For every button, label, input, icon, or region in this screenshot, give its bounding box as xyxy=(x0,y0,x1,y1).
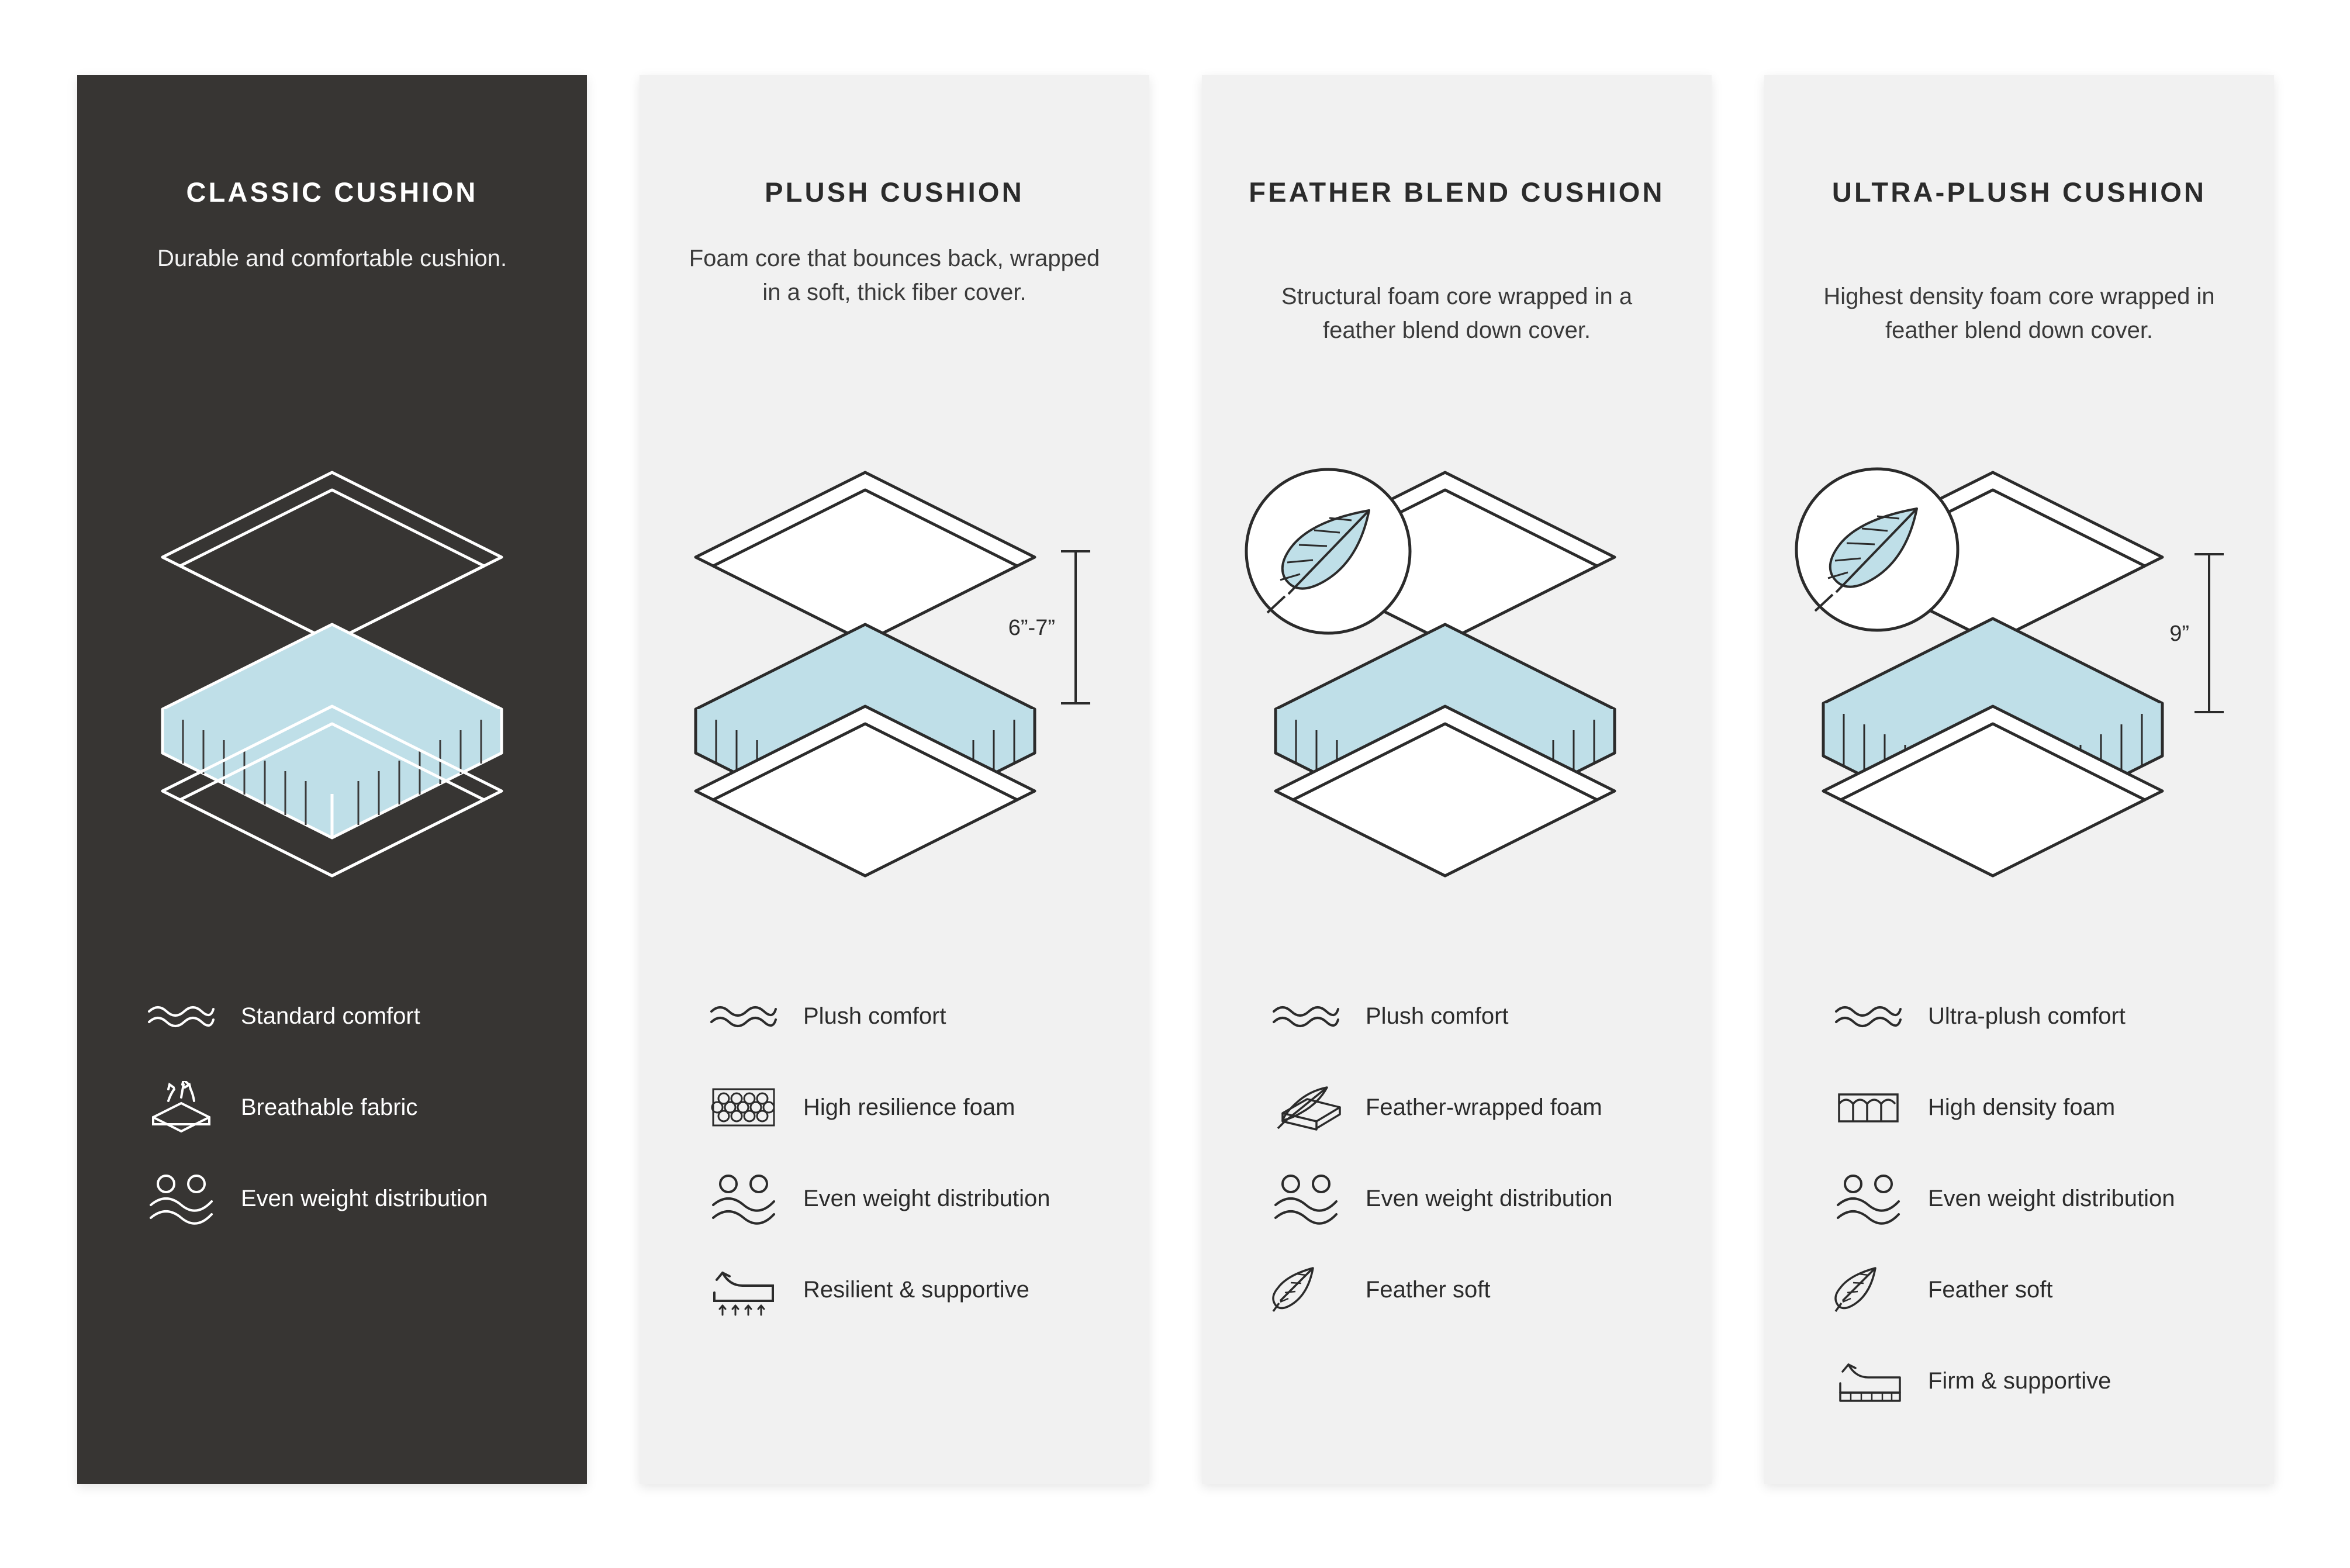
cushion-diagram-classic xyxy=(77,449,587,928)
page-title: CLASSIC CUSHION xyxy=(186,177,478,208)
feature-label: Plush comfort xyxy=(1366,1003,1509,1029)
card-feather-blend-cushion[interactable] xyxy=(1202,75,1712,1484)
list-item xyxy=(1833,1169,2233,1228)
weight-distribution-icon xyxy=(146,1171,228,1227)
feature-label: High density foam xyxy=(1928,1094,2116,1120)
card-description: Foam core that bounces back, wrapped in a soft, thick fiber cover. xyxy=(689,246,1100,305)
feature-label: Even weight distribution xyxy=(1366,1186,1613,1211)
cards-row xyxy=(77,75,2274,1484)
list-item xyxy=(1833,1260,2233,1319)
wave-icon xyxy=(146,999,228,1034)
feature-list xyxy=(146,987,546,1260)
feature-label: Even weight distribution xyxy=(241,1186,488,1211)
wave-icon xyxy=(1271,999,1353,1034)
cushion-diagram-ultra-plush xyxy=(1764,449,2274,928)
card-description: Durable and comfortable cushion. xyxy=(157,246,507,271)
cushion-diagram-plush xyxy=(640,449,1149,928)
breathable-fabric-icon xyxy=(146,1081,228,1134)
feature-list xyxy=(1833,987,2233,1443)
card-classic-cushion[interactable] xyxy=(77,75,587,1484)
feature-label: Standard comfort xyxy=(241,1003,420,1029)
firm-support-icon xyxy=(1833,1355,1915,1407)
list-item xyxy=(1833,987,2233,1045)
card-ultra-plush-cushion[interactable] xyxy=(1764,75,2274,1484)
resilient-support-icon xyxy=(709,1262,790,1318)
feature-label: Breathable fabric xyxy=(241,1094,418,1120)
dimension-label: 9” xyxy=(2169,621,2189,646)
feature-label: Feather-wrapped foam xyxy=(1366,1094,1602,1120)
list-item xyxy=(1271,987,1671,1045)
page-title: ULTRA-PLUSH CUSHION xyxy=(1831,177,2207,208)
dimension-label: 6”-7” xyxy=(1008,616,1055,640)
list-item xyxy=(1271,1078,1671,1137)
feather-icon xyxy=(1271,1262,1353,1318)
feather-icon xyxy=(1833,1262,1915,1318)
card-description: Highest density foam core wrapped in feather blend down cover. xyxy=(1823,284,2215,343)
list-item xyxy=(146,1169,546,1228)
card-plush-cushion[interactable] xyxy=(640,75,1149,1484)
weight-distribution-icon xyxy=(1833,1171,1915,1227)
list-item xyxy=(1833,1352,2233,1410)
wave-icon xyxy=(1833,999,1915,1034)
high-density-foam-icon xyxy=(1833,1084,1915,1131)
feature-label: High resilience foam xyxy=(803,1094,1015,1120)
list-item xyxy=(709,987,1108,1045)
list-item xyxy=(1271,1260,1671,1319)
feature-label: Firm & supportive xyxy=(1928,1368,2111,1394)
list-item xyxy=(1833,1078,2233,1137)
list-item xyxy=(146,987,546,1045)
list-item xyxy=(709,1169,1108,1228)
wave-icon xyxy=(709,999,790,1034)
list-item xyxy=(146,1078,546,1137)
list-item xyxy=(1271,1169,1671,1228)
feature-list xyxy=(1271,987,1671,1352)
feature-label: Resilient & supportive xyxy=(803,1277,1029,1303)
card-description: Structural foam core wrapped in a feather blend down cover. xyxy=(1281,284,1633,343)
list-item xyxy=(709,1260,1108,1319)
feature-label: Feather soft xyxy=(1928,1277,2053,1303)
weight-distribution-icon xyxy=(709,1171,790,1227)
feature-label: Feather soft xyxy=(1366,1277,1491,1303)
cushion-diagram-feather-blend xyxy=(1202,449,1712,928)
feature-label: Even weight distribution xyxy=(1928,1186,2175,1211)
feature-label: Ultra-plush comfort xyxy=(1928,1003,2126,1029)
honeycomb-foam-icon xyxy=(709,1081,790,1134)
list-item xyxy=(709,1078,1108,1137)
page-title: FEATHER BLEND CUSHION xyxy=(1249,177,1665,208)
page-title: PLUSH CUSHION xyxy=(765,177,1024,208)
feature-label: Plush comfort xyxy=(803,1003,946,1029)
feature-label: Even weight distribution xyxy=(803,1186,1050,1211)
weight-distribution-icon xyxy=(1271,1171,1353,1227)
feather-wrapped-foam-icon xyxy=(1271,1080,1353,1134)
feature-list xyxy=(709,987,1108,1352)
